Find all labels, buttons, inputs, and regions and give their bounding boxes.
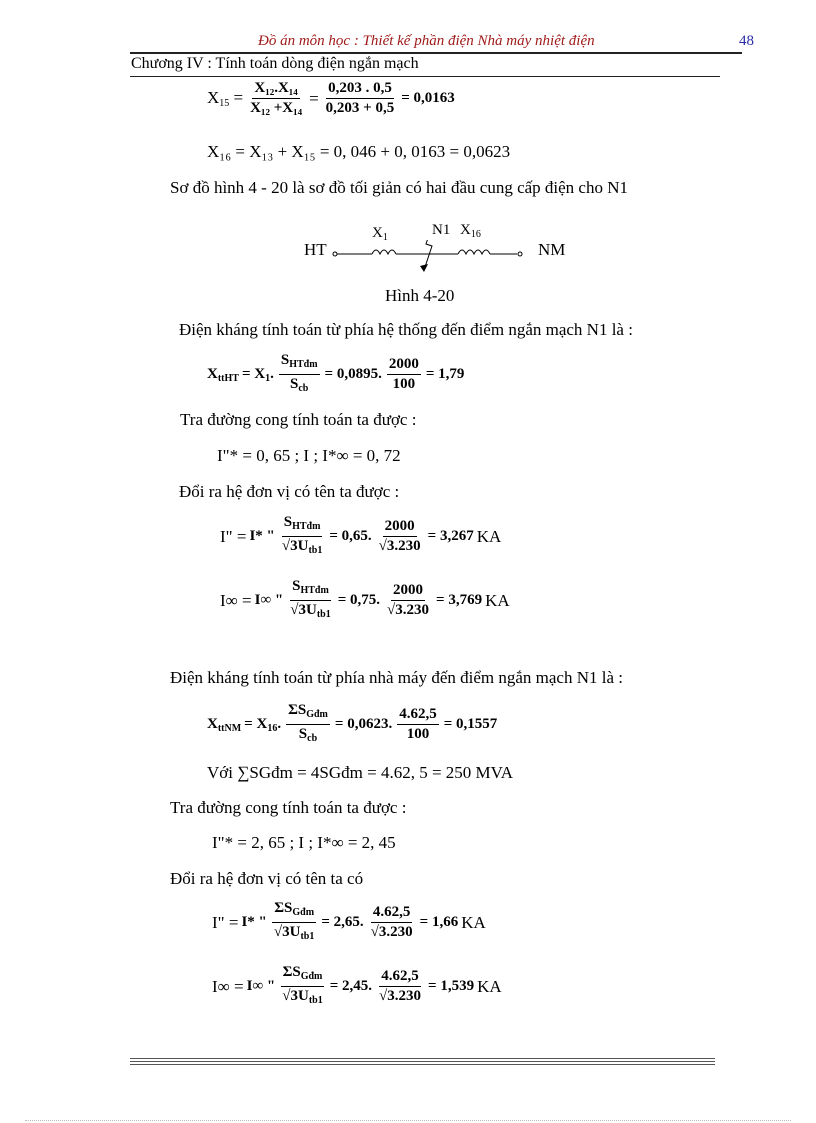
diagram-label-x1: $X_1$ [372, 225, 388, 243]
eq-iinf-ht-fraction-2: $\frac{2000}{√3.230}$ [387, 582, 430, 618]
page-number: 48 [739, 33, 754, 49]
eq-xttht-fraction-1: $\frac{S_{HTđm}}{S_{cb}}$ [280, 352, 318, 394]
eq-i2-ht-fraction-2: $\frac{2000}{√3.230}$ [378, 518, 421, 554]
eq-xttnm-lhs: $X_{ttNM}$ [207, 715, 242, 734]
eq-xttnm-fraction-2: $\frac{4.62,5}{100}$ [399, 706, 437, 742]
equation-xttnm: $X_{ttNM}$ = $X_{16}$. $\frac{\Sigma S_{Gđm}}{S_{cb}}$ = 0,0623. $\frac{4.62,5}{100}$ = 0,1557 [207, 702, 497, 747]
page-edge-dotted-line [25, 1120, 791, 1121]
equation-i-double-prime-nm: I" = I* " $\frac{\Sigma S_{Gđm}}{√3U_{tb1}}$ = 2,65. $\frac{4.62,5}{√3.230}$ = 1,66 KA [212, 900, 486, 945]
equation-x15: $X_{15}$ = $\frac{\text{X₁₂.X₁₄}}{\text{X₁₂ +X₁₄}}$ = $\frac{0,203 . 0,5}{0,203 + 0,5}$ = 0,0163 [207, 80, 455, 116]
eq-xttnm-result: = 0,1557 [443, 716, 498, 732]
eq-iinf-nm-fraction-2: $\frac{4.62,5}{√3.230}$ [379, 968, 422, 1004]
equation-i-infinity-nm: I∞ = I∞ " $\frac{\Sigma S_{Gđm}}{√3U_{tb1}}$ = 2,45. $\frac{4.62,5}{√3.230}$ = 1,539 KA [212, 964, 502, 1009]
terminal-left [333, 252, 337, 256]
equation-xttht: $X_{ttHT}$ = $X_1$. $\frac{S_{HTđm}}{S_{cb}}$ = 0,0895. $\frac{2000}{100}$ = 1,79 [207, 352, 464, 397]
diagram-label-x16: $X_{16}$ [460, 222, 481, 240]
eq-iinf-ht-result: = 3,769 [436, 592, 483, 608]
paragraph-convert-1: Đổi ra hệ đơn vị có tên ta được : [179, 482, 400, 501]
eq-i2-nm-result: = 1,66 [419, 914, 459, 930]
paragraph-reactance-nm: Điện kháng tính toán từ phía nhà máy đến điểm ngắn mạch N1 là : [170, 668, 623, 687]
fault-arrowhead [420, 264, 428, 272]
eq-iinf-nm-fraction-1: $\frac{\Sigma S_{Gđm}}{√3U_{tb1}}$ [282, 964, 323, 1006]
eq-xttht-fraction-2: $\frac{2000}{100}$ [388, 356, 419, 392]
inductor-x1 [372, 250, 396, 254]
equation-x16: X₁₆ = X₁₃ + X₁₅ = 0, 046 + 0, 0163 = 0,0623 [207, 142, 511, 161]
eq-i2-nm-fraction-2: $\frac{4.62,5}{√3.230}$ [370, 904, 413, 940]
eq-iinf-nm-result: = 1,539 [428, 978, 475, 994]
eq-i2-ht-result: = 3,267 [427, 528, 474, 544]
footer-rule-1 [130, 1058, 715, 1059]
equation-i-double-prime-ht: I" = I* " $\frac{S_{HTđm}}{√3U_{tb1}}$ = 0,65. $\frac{2000}{√3.230}$ = 3,267 KA [220, 514, 501, 559]
chapter-title: Chương IV : Tính toán dòng điện ngắn mạch [131, 55, 419, 72]
paragraph-lookup-2: Tra đường cong tính toán ta được : [170, 798, 407, 817]
terminal-right [518, 252, 522, 256]
eq-xttht-lhs: $X_{ttHT}$ [207, 365, 239, 384]
circuit-diagram [330, 240, 530, 280]
inductor-x16 [458, 250, 490, 254]
paragraph-lookup-1: Tra đường cong tính toán ta được : [180, 410, 417, 429]
lookup-values-1: I"* = 0, 65 ; I ; I*∞ = 0, 72 [217, 446, 401, 465]
equation-i-infinity-ht: I∞ = I∞ " $\frac{S_{HTđm}}{√3U_{tb1}}$ = 0,75. $\frac{2000}{√3.230}$ = 3,769 KA [220, 578, 510, 623]
eq-iinf-ht-unit: KA [485, 590, 510, 610]
eq-xttht-result: = 1,79 [425, 366, 465, 382]
eq-iinf-nm-unit: KA [477, 976, 502, 996]
eq-iinf-ht-fraction-1: $\frac{S_{HTđm}}{√3U_{tb1}}$ [290, 578, 331, 620]
chapter-rule [130, 76, 720, 77]
eq-i2-nm-fraction-1: $\frac{\Sigma S_{Gđm}}{√3U_{tb1}}$ [273, 900, 315, 942]
footer-rule-2 [130, 1061, 715, 1062]
figure-caption: Hình 4-20 [385, 286, 455, 305]
paragraph-convert-2: Đổi ra hệ đơn vị có tên ta có [170, 869, 364, 888]
footer-rule-3 [130, 1064, 715, 1065]
eq-x15-lhs: $X_{15}$ = [207, 88, 244, 109]
diagram-label-ht: HT [304, 240, 327, 259]
eq-xttnm-fraction-1: $\frac{\Sigma S_{Gđm}}{S_{cb}}$ [288, 702, 328, 744]
eq-x15-result: = 0,0163 [401, 90, 455, 106]
header-rule [130, 52, 742, 54]
eq-x15-fraction-2: $\frac{0,203 . 0,5}{0,203 + 0,5}$ [325, 80, 395, 116]
lookup-values-2: I"* = 2, 65 ; I ; I*∞ = 2, 45 [212, 833, 396, 852]
eq-i2-ht-fraction-1: $\frac{S_{HTđm}}{√3U_{tb1}}$ [281, 514, 323, 556]
header-title: Đồ án môn học : Thiết kế phần điện Nhà máy nhiệt điện [258, 33, 595, 49]
eq-i2-nm-unit: KA [461, 912, 486, 932]
equation-sum-s: Với ∑SGđm = 4SGđm = 4.62, 5 = 250 MVA [207, 763, 514, 782]
eq-i2-ht-unit: KA [476, 526, 502, 546]
paragraph-reactance-ht: Điện kháng tính toán từ phía hệ thống đến điểm ngắn mạch N1 là : [179, 320, 633, 339]
paragraph-diagram-intro: Sơ đồ hình 4 - 20 là sơ đồ tối giản có hai đầu cung cấp điện cho N1 [170, 178, 629, 197]
diagram-label-nm: NM [538, 240, 566, 259]
diagram-label-n1: N1 [432, 222, 451, 238]
eq-x15-fraction-1: $\frac{\text{X₁₂.X₁₄}}{\text{X₁₂ +X₁₄}}$ [250, 80, 303, 116]
